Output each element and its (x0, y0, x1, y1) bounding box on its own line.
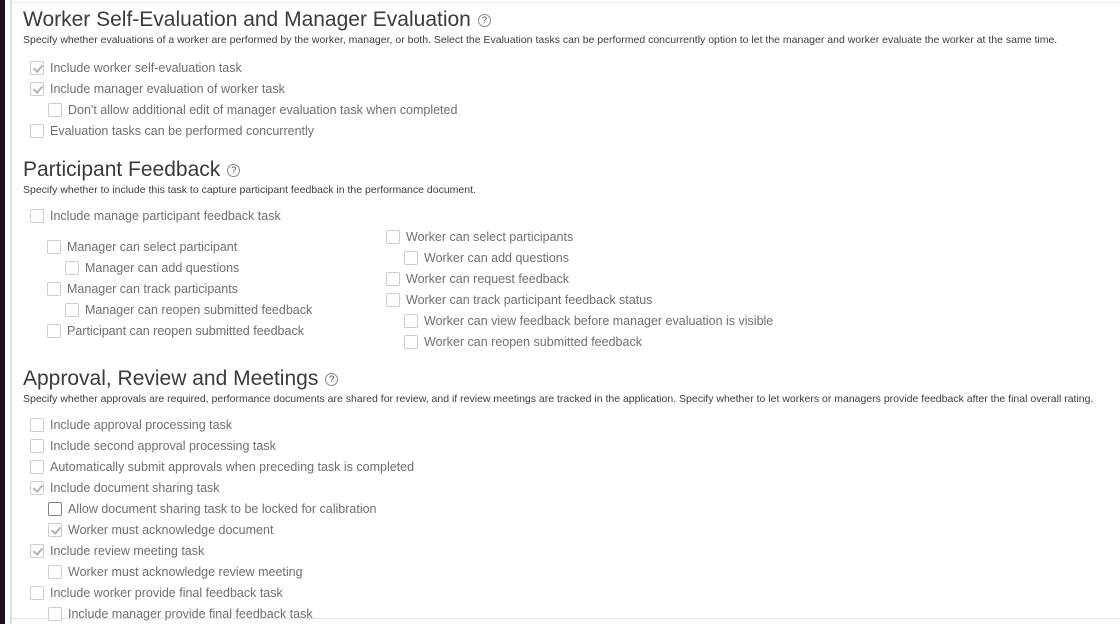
evaluation-tasks-concurrently-checkbox[interactable] (30, 124, 44, 138)
section-description: Specify whether to include this task to capture participant feedback in the performance document. (23, 184, 476, 196)
section-description: Specify whether evaluations of a worker are performed by the worker, manager, or both. Select the Evaluation tasks can be performed concurrently option to let the manager and worker evaluate the worker at the same time. (23, 34, 1058, 46)
checkbox-label: Include second approval processing task (50, 439, 276, 453)
left-edge-strip (0, 0, 5, 624)
checkbox-label: Allow document sharing task to be locked for calibration (68, 502, 377, 516)
section-worker-evaluation (23, 0, 1120, 138)
worker-can-view-feedback-before-manager-evaluation-checkbox[interactable] (404, 314, 418, 328)
vertical-divider (10, 0, 12, 624)
include-document-sharing-task-checkbox[interactable] (30, 481, 44, 495)
section-description: Specify whether approvals are required, performance documents are shared for review, and if review meetings are tracked in the application. Specify whether to let workers or managers provide feedback after the final overall rating. (23, 393, 1094, 405)
row-evaluation-tasks-concurrently (30, 124, 1120, 138)
section-title-text: Participant Feedback (23, 158, 221, 181)
row-worker-can-select-participants (386, 230, 773, 244)
settings-content (23, 0, 1120, 628)
include-manage-participant-feedback-task-checkbox[interactable] (30, 209, 44, 223)
checkbox-label: Manager can select participant (67, 240, 238, 254)
row-worker-can-view-feedback-before-manager-evaluation (404, 314, 773, 328)
checkbox-label: Worker can view feedback before manager evaluation is visible (424, 314, 774, 328)
row-include-manage-participant-feedback (30, 209, 1120, 223)
row-worker-can-add-questions (404, 251, 773, 265)
checkbox-label: Manager can reopen submitted feedback (85, 303, 313, 317)
row-include-worker-self-evaluation (30, 61, 1120, 75)
row-include-approval-processing-task (30, 418, 1120, 432)
include-second-approval-processing-task-checkbox[interactable] (30, 439, 44, 453)
row-worker-must-acknowledge-document (48, 523, 1120, 537)
section-title (23, 8, 1120, 32)
checkbox-label: Include worker self-evaluation task (50, 61, 242, 75)
help-icon[interactable]: ? (227, 164, 240, 177)
checkbox-label: Automatically submit approvals when preceding task is completed (50, 460, 415, 474)
row-include-manager-provide-final-feedback-task (48, 607, 1120, 621)
row-include-worker-provide-final-feedback-task (30, 586, 1120, 600)
include-worker-self-evaluation-task-checkbox[interactable] (30, 61, 44, 75)
checkbox-group (23, 209, 1120, 223)
checkbox-label: Worker can add questions (424, 251, 569, 265)
checkbox-label: Manager can track participants (67, 282, 238, 296)
help-icon[interactable]: ? (325, 373, 338, 386)
checkbox-label: Include review meeting task (50, 544, 205, 558)
manager-can-track-participants-checkbox[interactable] (47, 282, 61, 296)
row-dont-allow-additional-edit (48, 103, 1120, 117)
checkbox-label: Include approval processing task (50, 418, 233, 432)
allow-document-sharing-lock-calibration-checkbox[interactable] (48, 502, 62, 516)
checkbox-label: Worker can reopen submitted feedback (424, 335, 642, 349)
checkbox-label: Participant can reopen submitted feedback (67, 324, 304, 338)
participant-can-reopen-submitted-feedback-checkbox[interactable] (47, 324, 61, 338)
checkbox-label: Worker must acknowledge review meeting (68, 565, 303, 579)
checkbox-label: Worker can select participants (406, 230, 574, 244)
worker-can-reopen-submitted-feedback-checkbox[interactable] (404, 335, 418, 349)
checkbox-label: Worker must acknowledge document (68, 523, 274, 537)
checkbox-label: Evaluation tasks can be performed concurrently (50, 124, 315, 138)
participant-feedback-columns (23, 230, 1120, 357)
automatically-submit-approvals-checkbox[interactable] (30, 460, 44, 474)
section-participant-feedback (23, 158, 1120, 357)
row-include-manager-evaluation (30, 82, 1120, 96)
section-title (23, 367, 1120, 391)
checkbox-label: Manager can add questions (85, 261, 240, 275)
include-manager-evaluation-of-worker-task-checkbox[interactable] (30, 82, 44, 96)
checkbox-label: Include document sharing task (50, 481, 220, 495)
worker-can-track-participant-feedback-status-checkbox[interactable] (386, 293, 400, 307)
row-worker-can-track-participant-feedback-status (386, 293, 773, 307)
row-include-second-approval-processing-task (30, 439, 1120, 453)
checkbox-label: Worker can track participant feedback status (406, 293, 653, 307)
section-title-text: Worker Self-Evaluation and Manager Evaluation (23, 8, 471, 31)
section-title-text: Approval, Review and Meetings (23, 367, 319, 390)
include-approval-processing-task-checkbox[interactable] (30, 418, 44, 432)
section-title (23, 158, 1120, 182)
manager-can-select-participant-checkbox[interactable] (47, 240, 61, 254)
help-icon[interactable]: ? (478, 14, 491, 27)
row-worker-can-reopen-submitted-feedback (404, 335, 773, 349)
row-include-document-sharing-task (30, 481, 1120, 495)
row-automatically-submit-approvals (30, 460, 1120, 474)
section-approval-review-meetings (23, 367, 1120, 621)
checkbox-label: Include manager provide final feedback task (68, 607, 313, 621)
worker-must-acknowledge-review-meeting-checkbox[interactable] (48, 565, 62, 579)
worker-can-select-participants-checkbox[interactable] (386, 230, 400, 244)
include-manager-provide-final-feedback-task-checkbox[interactable] (48, 607, 62, 621)
checkbox-label: Don't allow additional edit of manager evaluation task when completed (68, 103, 458, 117)
checkbox-group (23, 418, 1120, 621)
checkbox-label: Include manage participant feedback task (50, 209, 281, 223)
worker-can-request-feedback-checkbox[interactable] (386, 272, 400, 286)
checkbox-label: Worker can request feedback (406, 272, 570, 286)
include-worker-provide-final-feedback-task-checkbox[interactable] (30, 586, 44, 600)
row-worker-can-request-feedback (386, 272, 773, 286)
worker-can-add-questions-checkbox[interactable] (404, 251, 418, 265)
worker-options-column (386, 230, 773, 356)
checkbox-group (23, 61, 1120, 138)
row-allow-document-sharing-lock-calibration (48, 502, 1120, 516)
checkbox-label: Include manager evaluation of worker task (50, 82, 285, 96)
manager-can-add-questions-checkbox[interactable] (65, 261, 79, 275)
include-review-meeting-task-checkbox[interactable] (30, 544, 44, 558)
manager-can-reopen-submitted-feedback-checkbox[interactable] (65, 303, 79, 317)
worker-must-acknowledge-document-checkbox[interactable] (48, 523, 62, 537)
checkbox-label: Include worker provide final feedback task (50, 586, 283, 600)
row-worker-must-acknowledge-review-meeting (48, 565, 1120, 579)
row-include-review-meeting-task (30, 544, 1120, 558)
dont-allow-additional-edit-checkbox[interactable] (48, 103, 62, 117)
